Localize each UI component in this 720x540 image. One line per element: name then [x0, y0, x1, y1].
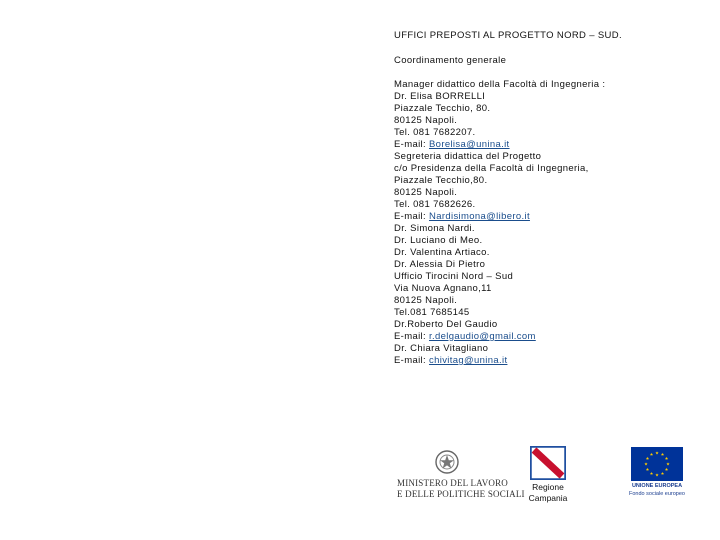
regione-logo — [526, 446, 570, 504]
ministero-line1: MINISTERO DEL LAVORO — [397, 478, 508, 488]
eu-star-icon — [650, 472, 653, 475]
contact-line: Piazzale Tecchio, 80. — [394, 103, 491, 114]
contact-line: Tel.081 7685145 — [394, 307, 470, 318]
email-label: E-mail: — [394, 139, 429, 150]
contact-line: Dr. Chiara Vitagliano — [394, 343, 489, 354]
eu-star-icon — [650, 453, 653, 456]
eu-flag-icon — [631, 447, 683, 481]
contact-line: 80125 Napoli. — [394, 187, 458, 198]
eu-star-icon — [644, 462, 647, 465]
contact-line: Manager didattico della Facoltà di Ingegneria : — [394, 79, 606, 90]
regione-line2: Campania — [528, 493, 568, 503]
contact-line: 80125 Napoli. — [394, 295, 458, 306]
eu-star-icon — [661, 472, 664, 475]
contact-line: 80125 Napoli. — [394, 115, 458, 126]
contact-line: Segreteria didattica del Progetto — [394, 151, 542, 162]
eu-star-icon — [661, 453, 664, 456]
regione-line1: Regione — [532, 482, 564, 492]
contact-line: Tel. 081 7682207. — [394, 127, 476, 138]
email-link[interactable]: r.delgaudio@gmail.com — [429, 331, 536, 342]
contact-line: Dr. Luciano di Meo. — [394, 235, 483, 246]
eu-star-icon — [655, 451, 658, 454]
document-body — [394, 30, 714, 367]
contact-line: Tel. 081 7682626. — [394, 199, 476, 210]
email-line — [394, 355, 714, 367]
email-link[interactable]: Borelisa@unina.it — [429, 139, 510, 150]
ue-line1: UNIONE EUROPEA — [631, 483, 683, 489]
contact-line: Piazzale Tecchio,80. — [394, 175, 488, 186]
ministero-line2: E DELLE POLITICHE SOCIALI — [397, 489, 525, 499]
eu-star-icon — [655, 473, 658, 476]
contact-line: Ufficio Tirocini Nord – Sud — [394, 271, 514, 282]
page-title: UFFICI PREPOSTI AL PROGETTO NORD – SUD. — [394, 30, 622, 41]
contact-line: Dr. Valentina Artiaco. — [394, 247, 490, 258]
contact-line: Via Nuova Agnano,11 — [394, 283, 492, 294]
email-label: E-mail: — [394, 211, 429, 222]
email-line — [394, 139, 714, 151]
email-line — [394, 211, 714, 223]
ue-line2: Fondo sociale europeo — [629, 491, 685, 497]
italian-emblem-icon — [433, 448, 461, 476]
contact-line: Dr. Elisa BORRELLI — [394, 91, 486, 102]
email-label: E-mail: — [394, 355, 429, 366]
contact-line: Dr.Roberto Del Gaudio — [394, 319, 498, 330]
contact-line: c/o Presidenza della Facoltà di Ingegneria, — [394, 163, 589, 174]
eu-star-icon — [665, 457, 668, 460]
eu-star-icon — [666, 462, 669, 465]
email-label: E-mail: — [394, 331, 429, 342]
email-link[interactable]: Nardisimona@libero.it — [429, 211, 530, 222]
unione-europea-logo — [625, 447, 689, 499]
ministero-logo — [397, 448, 525, 500]
eu-star-icon — [665, 468, 668, 471]
section-title: Coordinamento generale — [394, 55, 507, 66]
email-line — [394, 331, 714, 343]
email-link[interactable]: chivitag@unina.it — [429, 355, 508, 366]
contact-list — [394, 79, 714, 367]
contact-line: Dr. Alessia Di Pietro — [394, 259, 486, 270]
eu-star-icon — [646, 457, 649, 460]
contact-line: Dr. Simona Nardi. — [394, 223, 475, 234]
eu-star-icon — [646, 468, 649, 471]
regione-campania-shield-icon — [530, 446, 566, 480]
